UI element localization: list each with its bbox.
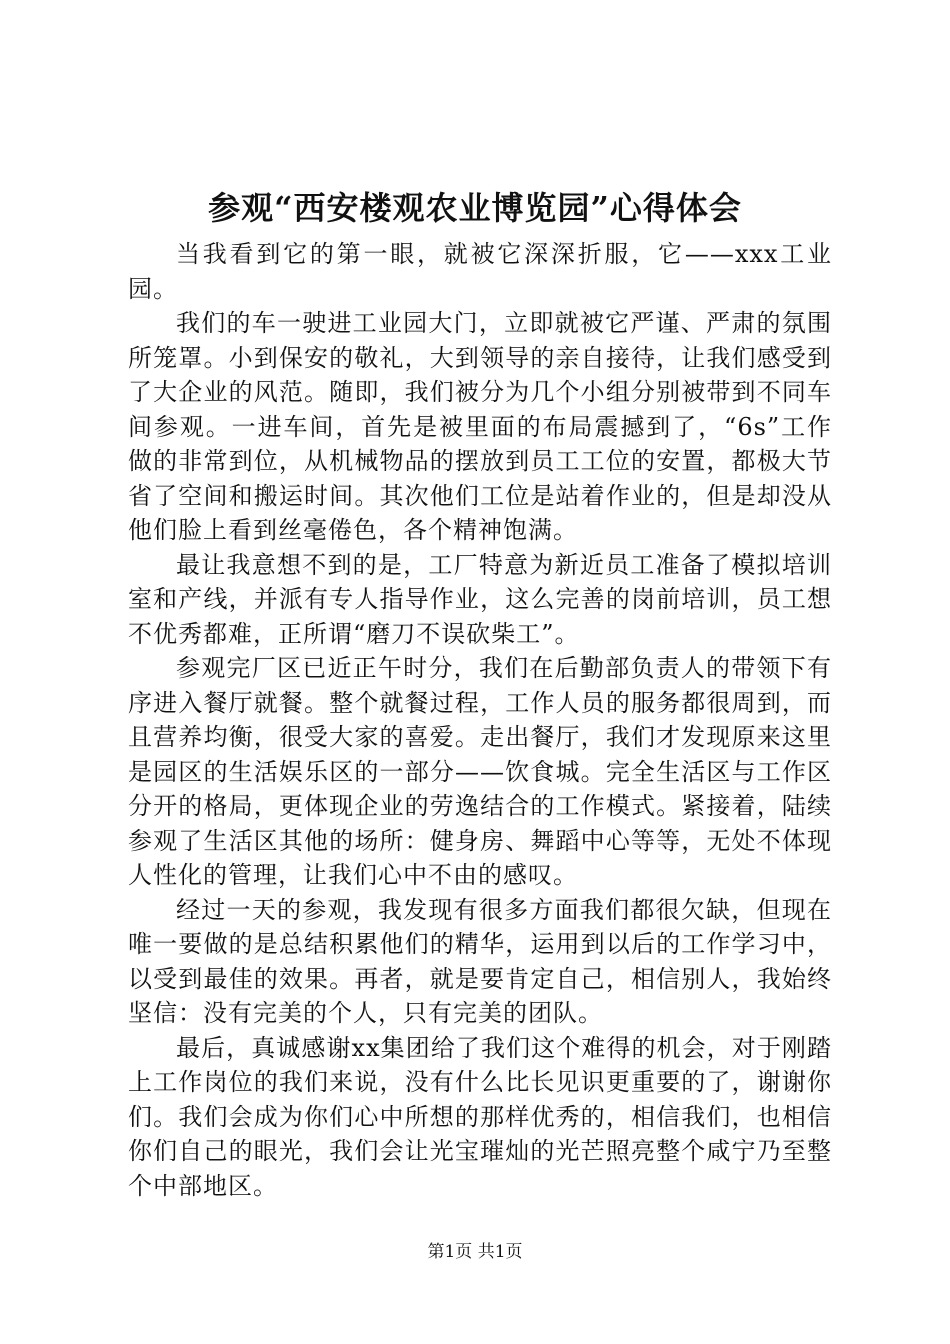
paragraph: 当我看到它的第一眼，就被它深深折服，它——xxx工业园。 <box>128 240 832 303</box>
page-footer: 第1页 共1页 <box>427 1242 523 1262</box>
paragraph: 经过一天的参观，我发现有很多方面我们都很欠缺，但现在唯一要做的是总结积累他们的精华，运用到以后的工作学习中，以受到最佳的效果。再者，就是要肯定自己，相信别人，我始终坚信：没有完美的个人，只有完美的团队。 <box>128 895 832 1027</box>
document-title: 参观“西安楼观农业博览园”心得体会 <box>208 189 742 227</box>
paragraph: 最后，真诚感谢xx集团给了我们这个难得的机会，对于刚踏上工作岗位的我们来说，没有什么比长见识更重要的了，谢谢你们。我们会成为你们心中所想的那样优秀的，相信我们，也相信你们自己的眼光，我们会让光宝璀灿的光芒照亮整个咸宁乃至整个中部地区。 <box>128 1033 832 1200</box>
document-body <box>128 237 832 1203</box>
paragraph: 我们的车一驶进工业园大门，立即就被它严谨、严肃的氛围所笼罩。小到保安的敬礼，大到领导的亲自接待，让我们感受到了大企业的风范。随即，我们被分为几个小组分别被带到不同车间参观。一进车间，首先是被里面的布局震撼到了，“6s”工作做的非常到位，从机械物品的摆放到员工工位的安置，都极大节省了空间和搬运时间。其次他们工位是站着作业的，但是却没从他们脸上看到丝毫倦色，各个精神饱满。 <box>128 309 832 544</box>
paragraph: 最让我意想不到的是，工厂特意为新近员工准备了模拟培训室和产线，并派有专人指导作业，这么完善的岗前培训，员工想不优秀都难，正所谓“磨刀不误砍柴工”。 <box>128 550 832 648</box>
paragraph: 参观完厂区已近正午时分，我们在后勤部负责人的带领下有序进入餐厅就餐。整个就餐过程，工作人员的服务都很周到，而且营养均衡，很受大家的喜爱。走出餐厅，我们才发现原来这里是园区的生活娱乐区的一部分——饮食城。完全生活区与工作区分开的格局，更体现企业的劳逸结合的工作模式。紧接着，陆续参观了生活区其他的场所：健身房、舞蹈中心等等，无处不体现人性化的管理，让我们心中不由的感叹。 <box>128 654 832 889</box>
